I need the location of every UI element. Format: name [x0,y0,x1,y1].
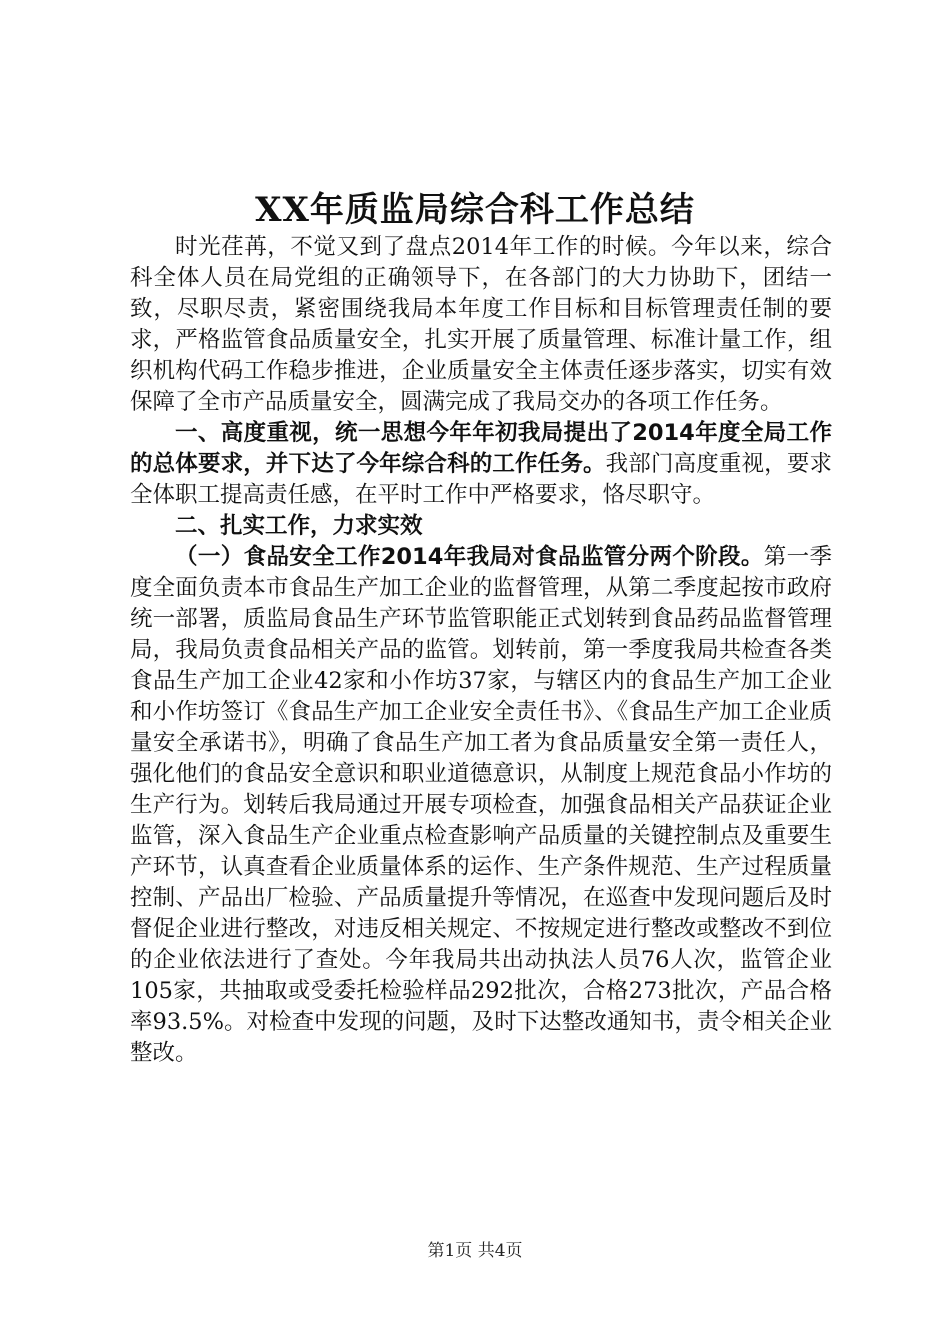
section-2-heading: 二、扎实工作，力求实效 [175,513,423,539]
document-body [130,232,832,1069]
intro-paragraph: 时光荏苒，不觉又到了盘点2014年工作的时候。今年以来，综合科全体人员在局党组的正确领导下，在各部门的大力协助下，团结一致，尽职尽责，紧密围绕我局本年度工作目标和目标管理责任制的要求，严格监管食品质量安全，扎实开展了质量管理、标准计量工作，组织机构代码工作稳步推进，企业质量安全主体责任逐步落实，切实有效保障了全市产品质量安全，圆满完成了我局交办的各项工作任务。 [130,234,832,415]
section-2-paragraph [130,511,832,542]
document-title: XX年质监局综合科工作总结 [255,190,695,230]
subsection-1-heading: （一）食品安全工作2014年我局对食品监管分两个阶段。 [175,544,764,570]
section-1-text: 我部门高度重视，要求全体职工提高责任感，在平时工作中严格要求，恪尽职守。 [130,451,832,508]
section-1-heading: 一、高度重视，统一思想今年年初我局提出了2014年度全局工作的总体要求，并下达了今年综合科的工作任务。 [130,420,832,477]
subsection-1-text: 第一季度全面负责本市食品生产加工企业的监督管理，从第二季度起按市政府统一部署，质监局食品生产环节监管职能正式划转到食品药品监督管理局，我局负责食品相关产品的监管。划转前，第一季度我局共检查各类食品生产加工企业42家和小作坊37家，与辖区内的食品生产加工企业和小作坊签订《食品生产加工企业安全责任书》、《食品生产加工企业质量安全承诺书》，明确了食品生产加工者为食品质量安全第一责任人，强化他们的食品安全意识和职业道德意识，从制度上规范食品小作坊的生产行为。划转后我局通过开展专项检查，加强食品相关产品获证企业监管，深入食品生产企业重点检查影响产品质量的关键控制点及重要生产环节，认真查看企业质量体系的运作、生产条件规范、生产过程质量控制、产品出厂检验、产品质量提升等情况，在巡查中发现问题后及时督促企业进行整改，对违反相关规定、不按规定进行整改或整改不到位的企业依法进行了查处。今年我局共出动执法人员76人次，监管企业105家，共抽取或受委托检验样品292批次，合格273批次，产品合格率93.5%。对检查中发现的问题，及时下达整改通知书，责令相关企业整改。 [130,544,832,1066]
subsection-1-paragraph [130,542,832,1069]
section-1-paragraph [130,418,832,511]
page-number-footer: 第1页 共4页 [427,1241,523,1261]
